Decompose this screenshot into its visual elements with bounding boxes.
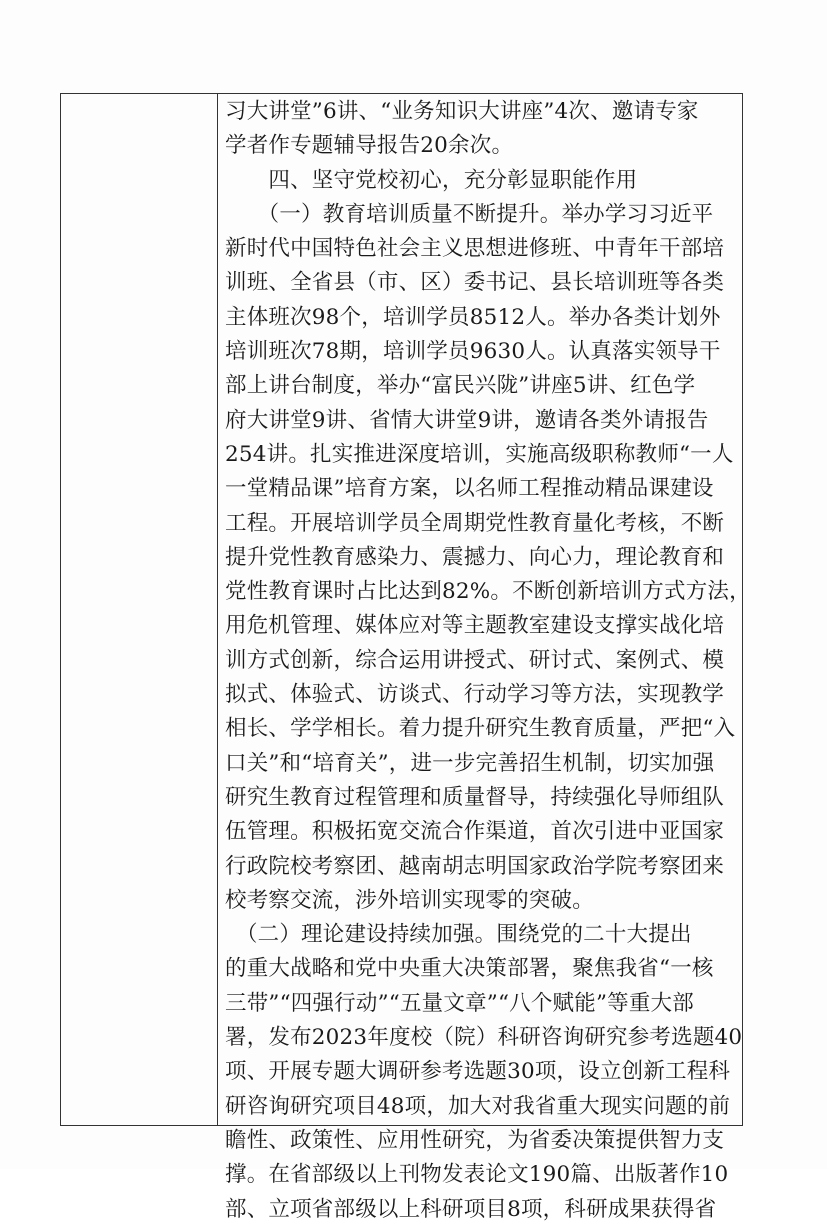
text-line: 用危机管理、媒体应对等主题教室建设支撑实战化培 xyxy=(225,613,725,639)
text-line: 伍管理。积极拓宽交流合作渠道，首次引进中亚国家 xyxy=(225,819,725,845)
text-line: 行政院校考察团、越南胡志明国家政治学院考察团来 xyxy=(225,853,725,879)
text-line: 项、开展专题大调研参考选题30项，设立创新工程科 xyxy=(225,1059,731,1085)
text-line: 党性教育课时占比达到82%。不断创新培训方式方法， xyxy=(225,579,751,605)
text-line: （一）教育培训质量不断提升。举办学习习近平 xyxy=(225,201,714,227)
text-line: 校考察交流，涉外培训实现零的突破。 xyxy=(225,887,594,913)
table-top-border xyxy=(60,93,743,94)
text-line: 瞻性、政策性、应用性研究，为省委决策提供智力支 xyxy=(225,1127,725,1153)
text-line: 拟式、体验式、访谈式、行动学习等方法，实现教学 xyxy=(225,682,725,708)
text-line: 府大讲堂9讲、省情大讲堂9讲，邀请各类外请报告 xyxy=(225,407,709,433)
table-left-border xyxy=(60,93,61,1126)
text-line: 部上讲台制度，举办“富民兴陇”讲座5讲、红色学 xyxy=(225,373,696,399)
text-line: 培训班次78期，培训学员9630人。认真落实领导干 xyxy=(225,339,721,365)
text-line: 新时代中国特色社会主义思想进修班、中青年干部培 xyxy=(225,236,725,262)
text-line: 研究生教育过程管理和质量督导，持续强化导师组队 xyxy=(225,784,725,810)
text-line: 三带”“四强行动”“五量文章”“八个赋能”等重大部 xyxy=(225,990,694,1016)
text-line: 相长、学学相长。着力提升研究生教育质量，严把“入 xyxy=(225,716,736,742)
table-column-divider xyxy=(217,93,218,1126)
text-line: 工程。开展培训学员全周期党性教育量化考核，不断 xyxy=(225,510,725,536)
text-line: 习大讲堂”6讲、“业务知识大讲座”4次、邀请专家 xyxy=(225,99,699,124)
text-line: 的重大战略和党中央重大决策部署，聚焦我省“一核 xyxy=(225,956,714,982)
text-line: 一堂精品课”培育方案，以名师工程推动精品课建设 xyxy=(225,476,714,502)
text-line: 学者作专题辅导报告20余次。 xyxy=(225,133,514,159)
text-line: 部、立项省部级以上科研项目8项，科研成果获得省 xyxy=(225,1196,717,1222)
text-line: 主体班次98个，培训学员8512人。举办各类计划外 xyxy=(225,304,721,330)
text-line: （二）理论建设持续加强。围绕党的二十大提出 xyxy=(225,922,692,948)
text-line: 撑。在省部级以上刊物发表论文190篇、出版著作10 xyxy=(225,1162,729,1188)
table-right-border xyxy=(742,93,743,1126)
table-left-cell xyxy=(62,95,216,1124)
text-line: 署，发布2023年度校（院）科研咨询研究参考选题40 xyxy=(225,1025,743,1051)
text-line: 四、坚守党校初心，充分彰显职能作用 xyxy=(225,167,638,193)
text-line: 254讲。扎实推进深度培训，实施高级职称教师“一人 xyxy=(225,441,734,467)
text-line: 研咨询研究项目48项，加大对我省重大现实问题的前 xyxy=(225,1093,731,1119)
text-line: 口关”和“培育关”，进一步完善招生机制，切实加强 xyxy=(225,750,715,776)
table-content-cell xyxy=(225,95,751,1227)
text-line: 训方式创新，综合运用讲授式、研讨式、案例式、模 xyxy=(225,647,725,673)
text-line: 提升党性教育感染力、震撼力、向心力，理论教育和 xyxy=(225,544,725,570)
text-line: 训班、全省县（市、区）委书记、县长培训班等各类 xyxy=(225,270,725,296)
